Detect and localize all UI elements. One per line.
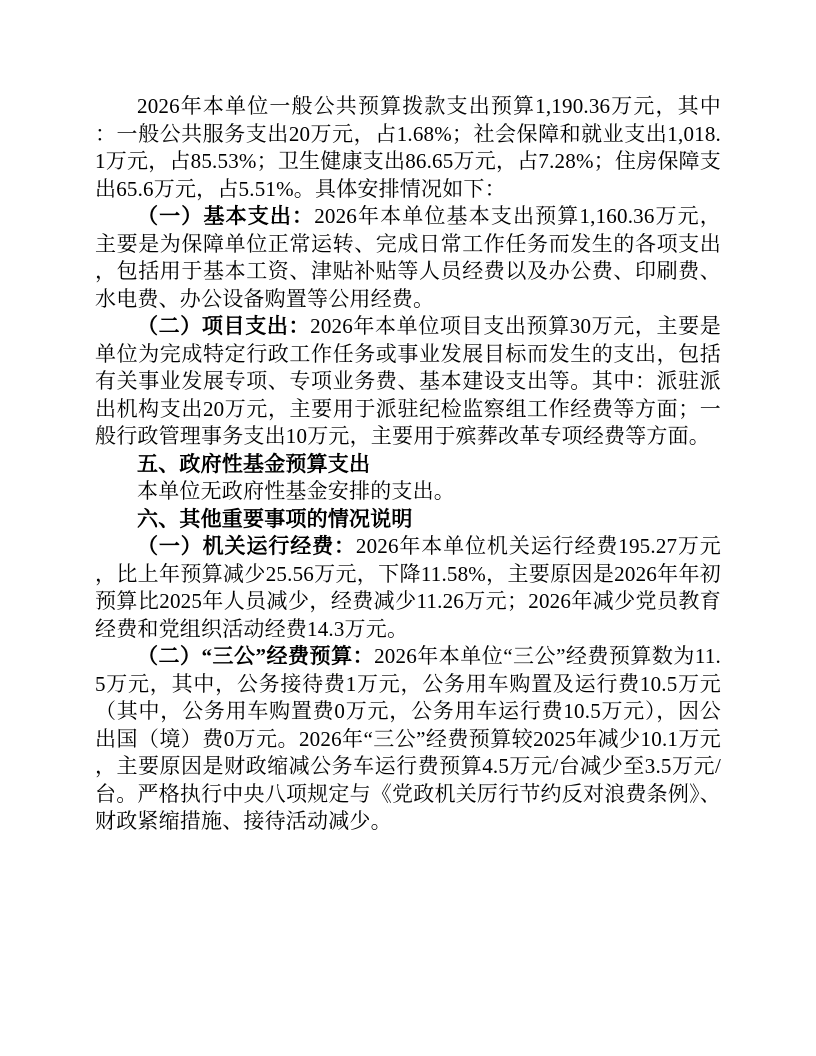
document-body [95,93,721,836]
paragraph-lead: （一）基本支出： [137,204,315,228]
paragraph-project-expenditure [95,313,721,451]
paragraph-text: 2026年本单位一般公共预算拨款支出预算1,190.36万元，其中：一般公共服务支出20万元，占1.68%；社会保障和就业支出1,018.1万元，占85.53%；卫生健康支出86.65万元，占7.28%；住房保障支出65.6万元，占5.51%。具体安排情况如下： [95,94,721,201]
paragraph-lead: （二）项目支出： [137,314,311,338]
heading-text: 六、其他重要事项的情况说明 [137,506,413,531]
heading-other-important-matters [95,506,721,534]
paragraph-agency-operating-funds [95,533,721,643]
paragraph-general-budget-overview [95,93,721,203]
paragraph-text: 2026年本单位机关运行经费195.27万元，比上年预算减少25.56万元，下降11.58%，主要原因是2026年年初预算比2025年人员减少，经费减少11.26万元；2026年减少党员教育经费和党组织活动经费14.3万元。 [95,534,721,641]
paragraph-text: 2026年本单位“三公”经费预算数为11.5万元，其中，公务接待费1万元，公务用车购置及运行费10.5万元（其中，公务用车购置费0万元，公务用车运行费10.5万元），因公出国（境）费0万元。2026年“三公”经费预算较2025年减少10.1万元，主要原因是财政缩减公务车运行费预算4.5万元/台减少至3.5万元/台。严格执行中央八项规定与《党政机关厉行节约反对浪费条例》、财政紧缩措施、接待活动减少。 [95,644,722,833]
paragraph-basic-expenditure [95,203,721,313]
paragraph-text: 2026年本单位项目支出预算30万元，主要是单位为完成特定行政工作任务或事业发展目标而发生的支出，包括有关事业发展专项、专项业务费、基本建设支出等。其中：派驻派出机构支出20万元，主要用于派驻纪检监察组工作经费等方面；一般行政管理事务支出10万元，主要用于殡葬改革专项经费等方面。 [95,314,721,448]
paragraph-text: 本单位无政府性基金安排的支出。 [137,479,455,503]
heading-government-fund-budget [95,451,721,479]
paragraph-lead: （二）“三公”经费预算： [137,644,375,668]
heading-text: 五、政府性基金预算支出 [137,451,371,476]
paragraph-three-public-expenses [95,643,721,836]
paragraph-text: 2026年本单位基本支出预算1,160.36万元，主要是为保障单位正常运转、完成日常工作任务而发生的各项支出，包括用于基本工资、津贴补贴等人员经费以及办公费、印刷费、水电费、办公设备购置等公用经费。 [95,204,721,311]
paragraph-no-government-fund [95,478,721,506]
paragraph-lead: （一）机关运行经费： [137,534,356,558]
